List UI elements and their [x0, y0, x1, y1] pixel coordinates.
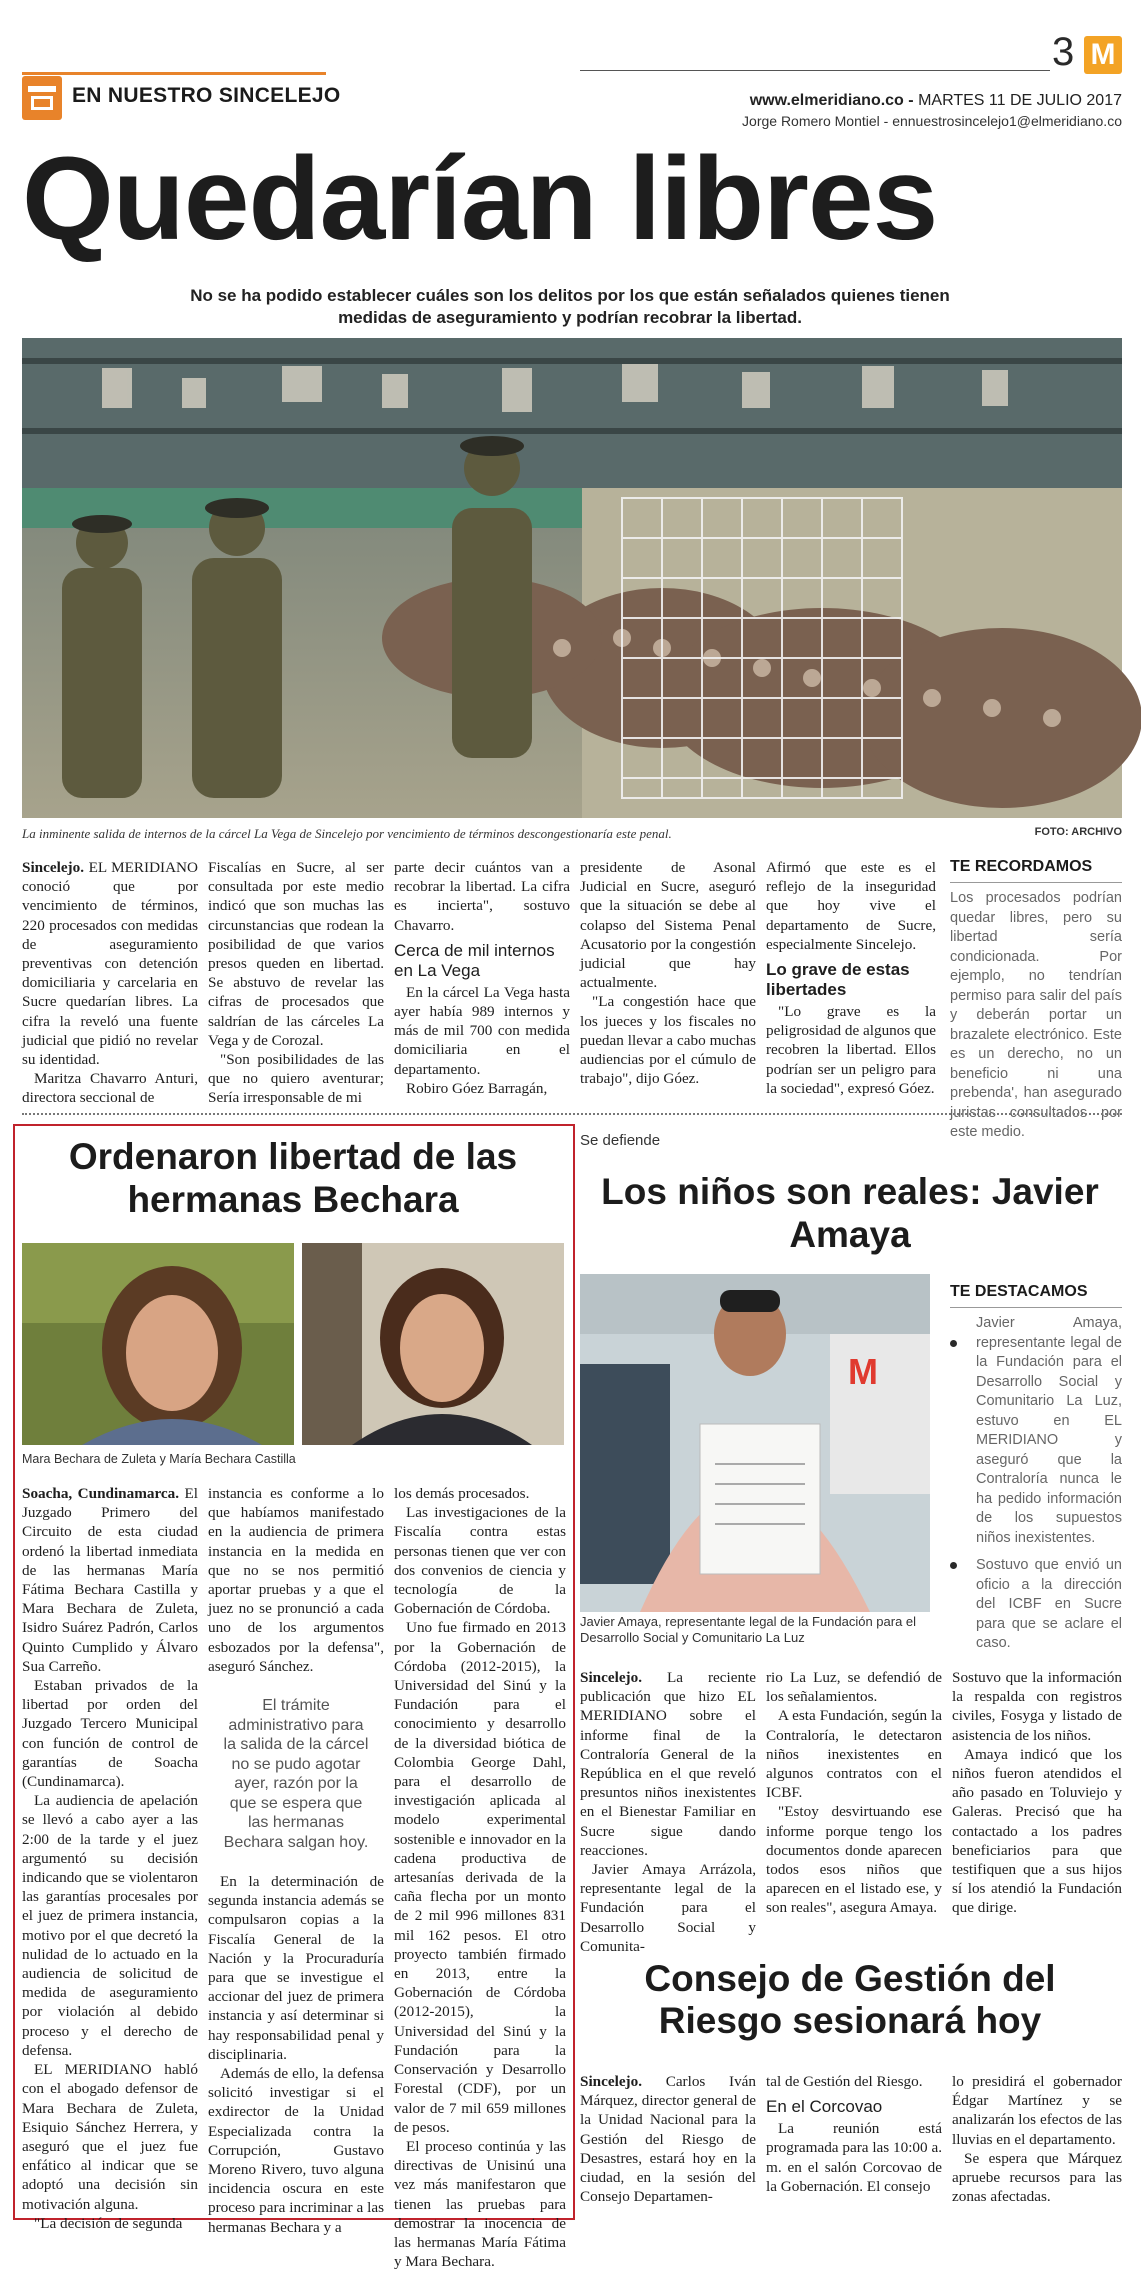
section-divider: [22, 1113, 1122, 1115]
portrait-photo-mara: [22, 1243, 294, 1445]
subheading: En el Corcovao: [766, 2097, 883, 2117]
amaya-photo: [580, 1274, 930, 1612]
pull-quote: El trámite administrativo para la salida de la cárcel no se pudo agotar ayer, razón por la que se espera que las hermanas Bechara salgan hoy.: [223, 1697, 369, 1851]
photo-caption: La inminente salida de internos de la cárcel La Vega de Sincelejo por vencimiento de términos descongestionaría este penal.: [22, 826, 672, 841]
paragraph: tal de Gestión del Riesgo.: [766, 2073, 923, 2090]
bullet-text: Javier Amaya, representante legal de la Fundación para el Desarrollo Social y Comunitario La Luz, estuvo en EL MERIDIANO y aseguró que la Contraloría nunca le ha pedido información de los supuestos niños inexistentes.: [976, 1315, 1122, 1546]
paragraph: instancia es conforme a lo que habíamos manifestado en la audiencia de primera instancia en la medida en que no se nos permitió aportar pruebas y a que el juez no se pronunció a cada uno de los argumentos esbozados por la defensa", aseguró Sánchez.: [208, 1485, 384, 1675]
paragraph: Afirmó que este es el reflejo de la inseguridad que hoy vive el departamento de Sucre, especialmente Sincelejo.: [766, 859, 936, 953]
paragraph: rio La Luz, se defendió de los señalamientos.: [766, 1669, 942, 1706]
bechara-column-3: [394, 1484, 566, 2271]
paragraph: El Juzgado Primero del Circuito de esta ciudad ordenó la libertad inmediata de las hermanas María Fátima Bechara Castilla y Mara Bechara de Zuleta, Isidro Suárez Padrón, Carlos Quinto Cumplido y Álvaro Sua Carreño.: [22, 1485, 198, 1675]
photo-caption: Mara Bechara de Zuleta y María Bechara Castilla: [22, 1452, 296, 1466]
paragraph: La reunión está programada para las 10:00 a. m. en el salón Corcovao de la Gobernación. El consejo: [766, 2120, 942, 2195]
consejo-column-1: [580, 2072, 756, 2206]
paragraph: Sostuvo que la información la respalda con registros civiles, Fosyga y listado de asistencia de los niños.: [952, 1669, 1122, 1744]
lead-column-2: [208, 858, 384, 1108]
paragraph: Carlos Iván Márquez, director general de la Unidad Nacional para la Gestión del Riesgo de Desastres, estará hoy en la ciudad, en la sesión del Consejo Departamen-: [580, 2073, 756, 2206]
page-number: 3: [1052, 30, 1075, 74]
amaya-headline: Los niños son reales: Javier Amaya: [601, 1171, 1099, 1255]
sidebar-text: Los procesados podrían quedar libres, pero su libertad sería condicionada. Por ejemplo, no tendrían permiso para salir del país y deberán portar un brazalete electrónico. Este es un derecho, no un beneficio ni una prebenda', han asegurado juristas consultados por este medio.: [950, 890, 1122, 1140]
brand-logo: M: [1084, 36, 1122, 74]
lead-column-3: [394, 858, 570, 1098]
bechara-column-1: [22, 1484, 198, 2233]
paragraph: Uno fue firmado en 2013 por la Gobernación de Córdoba (2012-2015), la Universidad del Sinú y la Fundación para el conocimiento y desarrollo de la diversidad biótica de Colombia George Dahl, para el desarrollo de investigación aplicada al modelo experimental sostenible e innovador en la cadena productiva de artesanías derivada de la caña flecha por un monto de 2 mil 996 millones 831 mil 162 pesos. El otro proyecto también firmado en 2013, entre la Gobernación de Córdoba (2012-2015), la Universidad del Sinú y la Fundación para la Conservación y Desarrollo Forestal (CDF), por un valor de 7 mil 659 millones de pesos.: [394, 1619, 566, 2136]
paragraph: "Lo grave es la peligrosidad de algunos que recobren la libertad. Ellos podrían ser un peligro para la sociedad", expresó Góez.: [766, 1003, 936, 1097]
paragraph: EL MERIDIANO conoció que por vencimiento de términos, 220 procesados con medidas de aseguramiento preventivas con detención domiciliaria y carcelaria en Sucre quedarían libres. La cifra la reveló una fuente judicial que pidió no revelar su identidad.: [22, 859, 198, 1069]
placeline: Soacha, Cundinamarca.: [22, 1485, 180, 1502]
paragraph: Estaban privados de la libertad por orden del Juzgado Tercero Municipal con función de control de garantías de Soacha (Cundinamarca).: [22, 1677, 198, 1791]
paragraph: A esta Fundación, según la Contraloría, le detectaron niños inexistentes en algunos contratos con el ICBF.: [766, 1707, 942, 1802]
subheading: Cerca de mil internos en La Vega: [394, 940, 555, 980]
consejo-column-2: [766, 2072, 942, 2196]
consejo-headline: Consejo de Gestión del Riesgo sesionará hoy: [644, 1958, 1056, 2041]
deck: No se ha podido establecer cuáles son los delitos por los que están señalados quienes tienen medidas de aseguramiento y podrían recobrar la libertad.: [190, 286, 950, 327]
amaya-column-1: [580, 1668, 756, 1956]
paragraph: En la determinación de segunda instancia además se compulsaron copias a la Fiscalía General de la Nación y la Procuraduría para que se investigue el accionar del juez de primera instancia y así determinar si hay responsabilidad penal y disciplinaria.: [208, 1873, 384, 2063]
portrait-photo-maria: [302, 1243, 564, 1445]
paragraph: lo presidirá el gobernador Édgar Martínez y se analizarán los efectos de las lluvias en el departamento.: [952, 2073, 1122, 2148]
bechara-column-2: [208, 1484, 384, 2237]
bullet-icon: [950, 1340, 957, 1347]
paragraph: Además de ello, la defensa solicitó investigar si el exdirector de la Unidad Especializada contra la Corrupción, Gustavo Moreno Rivero, tuvo alguna incidencia oscura en este proceso para incriminar a las hermanas Bechara y a: [208, 2065, 384, 2236]
website: www.elmeridiano.co -: [749, 92, 914, 109]
prison-illustration: [22, 338, 1122, 818]
contact-line: Jorge Romero Montiel - ennuestrosincelejo1@elmeridiano.co: [742, 113, 1122, 129]
bechara-headline: Ordenaron libertad de las hermanas Bechara: [68, 1136, 518, 1220]
consejo-column-3: [952, 2072, 1122, 2206]
paragraph: "La decisión de segunda: [34, 2214, 183, 2232]
headline: Quedarían libres: [22, 133, 938, 265]
dateline: [562, 92, 1122, 110]
paragraph: El proceso continúa y las directivas de Unisinú una vez más manifestaron que tienen las pruebas para demostrar la inocencia de las hermanas María Fátima y Mara Bechara.: [394, 2137, 566, 2271]
placeline: Sincelejo.: [22, 859, 85, 876]
paragraph: En la cárcel La Vega hasta ayer había 989 internos y más de mil 700 con medida domiciliaria en el departamento.: [394, 983, 570, 1078]
portrait-illustration: [302, 1243, 564, 1445]
lead-column-4: [580, 858, 756, 1088]
prison-photo: [22, 338, 1122, 818]
amaya-column-2: [766, 1668, 942, 1918]
paragraph: Amaya indicó que los niños fueron atendidos el año pasado en Toluviejo y Galeras. Precisó que ha contactado a los padres beneficiarios para que testifiquen que a sus hijos sí los atendió la Fundación que dirige.: [952, 1745, 1122, 1917]
sidebar-title: TE RECORDAMOS: [950, 858, 1093, 875]
paragraph: parte decir cuántos van a recobrar la libertad. La cifra es incierta", sostuvo Chavarro.: [394, 859, 570, 934]
amaya-column-3: [952, 1668, 1122, 1918]
te-destacamos-sidebar: [950, 1283, 1122, 1654]
paragraph: "Estoy desvirtuando ese informe porque tengo los documentos donde aparecen todos esos niños que aparecen en el listado ese, y son reales", asegura Amaya.: [766, 1803, 942, 1917]
paragraph: "Son posibilidades de las que no quiero aventurar; Sería irresponsable de mi: [208, 1051, 384, 1107]
photo-credit: FOTO: ARCHIVO: [1034, 826, 1122, 838]
te-recordamos-sidebar: [950, 858, 1122, 1143]
paragraph: La audiencia de apelación se llevó a cabo ayer a las 2:00 de la tarde y el juez argumentó su decisión indicando que se violentaron las garantías procesales por el juez de primera instancia, motivo por el que decretó la nulidad de lo actuado en la audiencia de solicitud de medida de aseguramiento por violación al debido proceso y el derecho de defensa.: [22, 1792, 198, 2059]
paragraph: Javier Amaya Arrázola, representante legal de la Fundación para el Desarrollo Social y Comunita-: [580, 1861, 756, 1955]
paragraph: Las investigaciones de la Fiscalía contra estas personas tienen que ver con dos convenios de ciencia y tecnología de la Gobernación de Córdoba.: [394, 1504, 566, 1618]
bullet-text: Sostuvo que envió un oficio a la dirección del ICBF en Sucre para que se aclare el caso.: [976, 1557, 1122, 1651]
paragraph: Se espera que Márquez apruebe recursos para las zonas afectadas.: [952, 2149, 1122, 2206]
paragraph: EL MERIDIANO habló con el abogado defensor de Mara Bechara de Zuleta, Esiquio Sánchez Herrera, y aseguró que el juez fue enfático al indicar que se adoptó una decisión sin motivación alguna.: [22, 2061, 198, 2213]
issue-date: MARTES 11 DE JULIO 2017: [918, 92, 1122, 109]
section-label: EN NUESTRO SINCELEJO: [72, 84, 341, 107]
portrait-illustration: [22, 1243, 294, 1445]
lead-column-5: [766, 858, 936, 1098]
kicker: Se defiende: [580, 1132, 661, 1149]
sidebar-rule: [950, 882, 1122, 883]
amaya-illustration: [580, 1274, 930, 1612]
placeline: Sincelejo.: [580, 1669, 643, 1686]
paragraph: presidente de Asonal Judicial en Sucre, aseguró que la situación se debe al colapso del Sistema Penal Acusatorio por la congestión judicial que hay actualmente.: [580, 859, 756, 992]
bullet-item: [950, 1556, 1122, 1654]
paragraph: La reciente publicación que hizo EL MERIDIANO sobre el informe final de la Contraloría General de la República en el que reveló presuntos niños inexistentes en el Bienestar Familiar en Sucre sigue dando reacciones.: [580, 1669, 756, 1859]
lead-column-1: [22, 858, 198, 1108]
sidebar-title: TE DESTACAMOS: [950, 1283, 1088, 1300]
paragraph: "La congestión hace que los jueces y los fiscales no puedan llevar a cabo muchas audiencias por el cúmulo de trabajo", dijo Góez.: [580, 993, 756, 1088]
bullet-icon: [950, 1562, 957, 1569]
paragraph: Maritza Chavarro Anturi, directora seccional de: [22, 1070, 198, 1107]
bullet-item: [950, 1314, 1122, 1548]
subheading: Lo grave de estas libertades: [766, 960, 910, 1000]
paragraph: Robiro Góez Barragán,: [406, 1079, 548, 1097]
tram-icon: [22, 76, 62, 120]
newsroom-sign-glyph: M: [848, 1351, 878, 1392]
header-rule: [580, 70, 1050, 71]
paragraph: los demás procesados.: [394, 1485, 530, 1502]
paragraph: Fiscalías en Sucre, al ser consultada por este medio indicó que son muchas las circunstancias que rodean la posibilidad de que varios presos queden en libertad. Se abstuvo de revelar las cifras de procesados que saldrían de las cárceles La Vega y de Corozal.: [208, 859, 384, 1049]
photo-caption: Javier Amaya, representante legal de la Fundación para el Desarrollo Social y Comunitario La Luz: [580, 1614, 917, 1645]
sidebar-rule: [950, 1307, 1122, 1308]
placeline: Sincelejo.: [580, 2073, 643, 2090]
